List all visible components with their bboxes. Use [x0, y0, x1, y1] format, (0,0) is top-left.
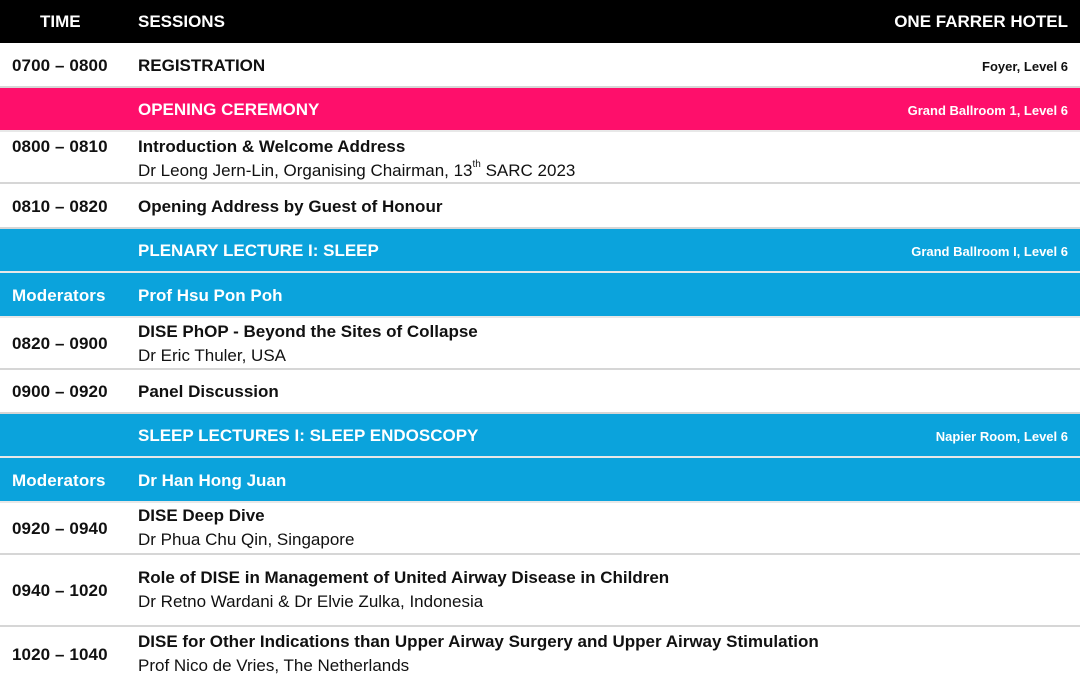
schedule-row-registration [0, 43, 1080, 88]
row-title: DISE PhOP - Beyond the Sites of Collapse [138, 322, 478, 341]
row-time: 0920 – 0940 [12, 519, 108, 538]
row-speaker: Prof Nico de Vries, The Netherlands [138, 656, 410, 675]
speaker-text: Dr Leong Jern-Lin, Organising Chairman, 13 [138, 161, 473, 180]
row-session [138, 632, 878, 676]
ordinal-suffix: th [472, 159, 481, 170]
row-title: Role of DISE in Management of United Airway Disease in Children [138, 568, 670, 587]
schedule-row-opening-address [0, 184, 1080, 229]
speaker-text-end: SARC 2023 [480, 161, 576, 180]
row-title: DISE for Other Indications than Upper Airway Surgery and Upper Airway Stimulation [138, 632, 819, 651]
row-session [138, 382, 878, 402]
row-session [138, 568, 878, 612]
row-session [138, 322, 878, 366]
row-session [138, 426, 878, 446]
row-title: Opening Address by Guest of Honour [138, 197, 443, 216]
row-session [138, 197, 878, 217]
schedule-row-dise-children [0, 555, 1080, 627]
section-row-opening-ceremony [0, 88, 1080, 132]
row-session [138, 471, 878, 491]
row-speaker: Dr Eric Thuler, USA [138, 346, 287, 365]
row-session [138, 506, 878, 550]
row-session [138, 137, 878, 181]
time-column-header: TIME [40, 12, 81, 31]
moderator-name: Dr Han Hong Juan [138, 471, 287, 490]
row-session [138, 100, 878, 120]
schedule-row-dise-phop [0, 318, 1080, 370]
row-venue: Grand Ballroom 1, Level 6 [907, 103, 1068, 118]
hotel-name: ONE FARRER HOTEL [894, 12, 1068, 31]
moderators-label: Moderators [12, 286, 106, 305]
row-venue: Foyer, Level 6 [982, 59, 1068, 74]
row-speaker [138, 161, 878, 181]
schedule-row-dise-other-indications [0, 627, 1080, 682]
row-time: 0900 – 0920 [12, 382, 108, 401]
section-row-sleep-endoscopy [0, 414, 1080, 458]
moderators-row-endoscopy [0, 458, 1080, 503]
row-session [138, 241, 878, 261]
section-title: PLENARY LECTURE I: SLEEP [138, 241, 379, 260]
row-venue: Napier Room, Level 6 [935, 429, 1068, 444]
row-time: 0800 – 0810 [12, 137, 108, 156]
row-venue: Grand Ballroom I, Level 6 [911, 244, 1068, 259]
row-time: 0810 – 0820 [12, 197, 108, 216]
row-title: Panel Discussion [138, 382, 279, 401]
table-header [0, 0, 1080, 43]
row-time: 0700 – 0800 [12, 56, 108, 75]
sessions-column-header: SESSIONS [138, 12, 225, 31]
schedule-row-panel-discussion [0, 370, 1080, 414]
row-time: 0940 – 1020 [12, 581, 108, 600]
row-session [138, 56, 878, 76]
row-speaker: Dr Phua Chu Qin, Singapore [138, 530, 355, 549]
section-title: SLEEP LECTURES I: SLEEP ENDOSCOPY [138, 426, 479, 445]
row-speaker: Dr Retno Wardani & Dr Elvie Zulka, Indonesia [138, 592, 484, 611]
moderator-name: Prof Hsu Pon Poh [138, 286, 283, 305]
section-row-plenary-lecture [0, 229, 1080, 273]
row-time: 1020 – 1040 [12, 645, 108, 664]
section-title: OPENING CEREMONY [138, 100, 320, 119]
moderators-label: Moderators [12, 471, 106, 490]
moderators-row-plenary [0, 273, 1080, 318]
row-time: 0820 – 0900 [12, 334, 108, 353]
row-session [138, 286, 878, 306]
schedule-row-dise-deep-dive [0, 503, 1080, 555]
row-title: DISE Deep Dive [138, 506, 265, 525]
schedule-row-welcome [0, 132, 1080, 184]
row-title: REGISTRATION [138, 56, 266, 75]
row-title: Introduction & Welcome Address [138, 137, 406, 156]
